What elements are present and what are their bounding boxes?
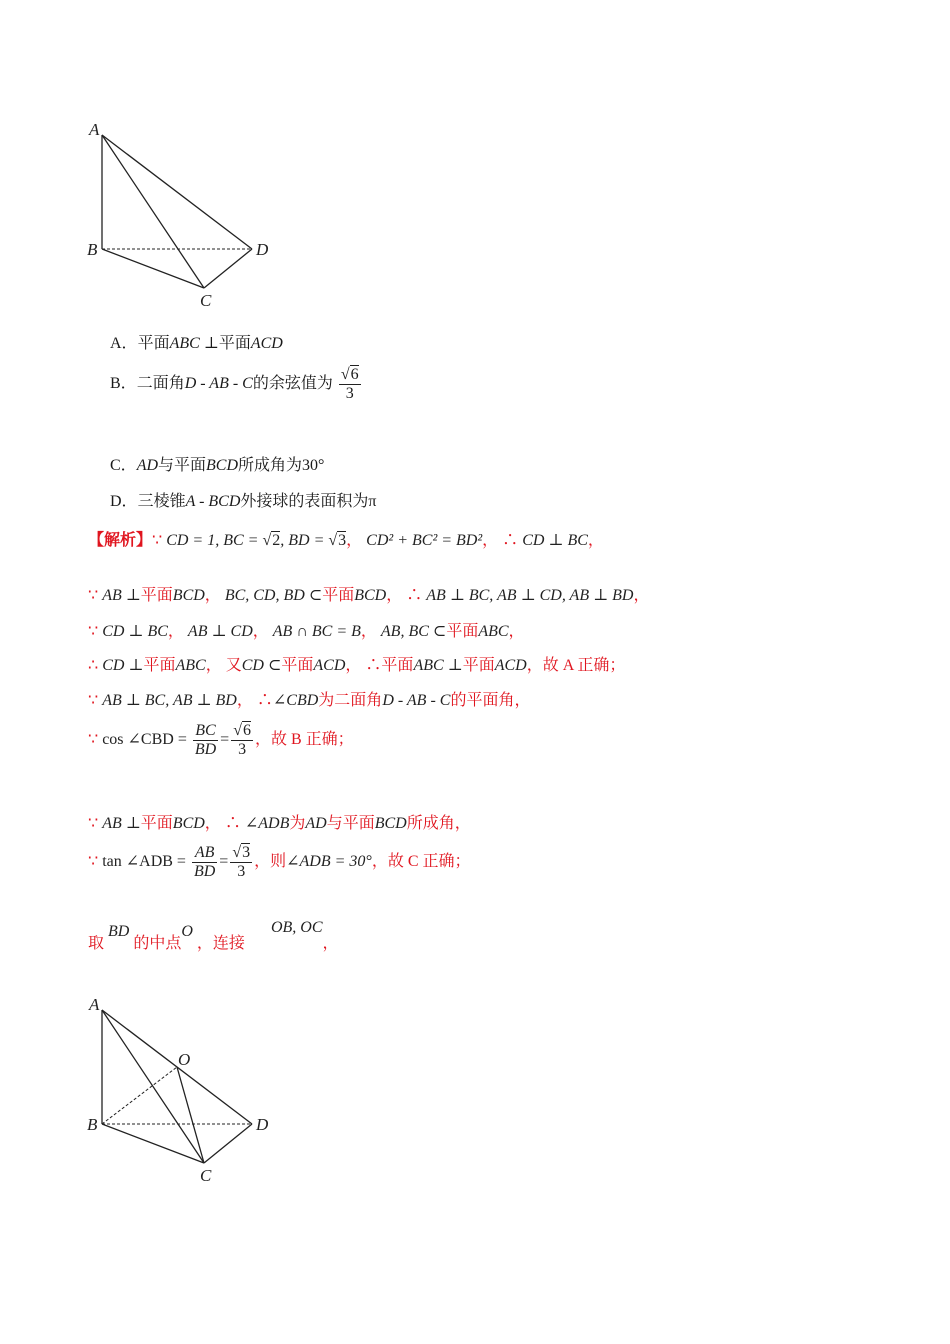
since-symbol: ∵ xyxy=(88,587,99,604)
separator: ， xyxy=(482,532,499,549)
vertex-label-d: D xyxy=(256,1115,269,1134)
option-text: 外接球的表面积为 xyxy=(240,493,369,510)
text: 平面 xyxy=(140,587,173,604)
text: 的平面角， xyxy=(450,692,531,709)
math: ABC xyxy=(175,657,206,674)
text: 平面 xyxy=(381,657,414,674)
math: = xyxy=(220,730,230,748)
therefore-symbol: ∴ xyxy=(88,657,99,674)
fraction-sqrt6-over-3: $\frac{√6}{3}$ xyxy=(340,366,359,402)
option-text: 平面 xyxy=(137,335,170,352)
math: AB, BC ⊂ xyxy=(380,623,447,640)
option-letter: A． xyxy=(110,335,138,352)
since-symbol: ∵ xyxy=(88,730,99,748)
separator: ， xyxy=(526,657,543,674)
since-symbol: ∵ xyxy=(88,815,99,832)
therefore-symbol: ∴ xyxy=(406,587,423,604)
math: OB, OC xyxy=(270,919,323,936)
solution-line-1: 【解析】∵ CD = 1, BC = √2, BD = √3， CD² + BC² = BD²， ∴ CD ⊥ BC， xyxy=(88,532,604,549)
solution-line-7 xyxy=(88,810,471,833)
option-letter: B． xyxy=(110,374,137,392)
separator: ， xyxy=(204,815,221,832)
math: AB ∩ BC = B xyxy=(272,623,361,640)
option-math: AD xyxy=(136,457,159,474)
fraction-denominator: BD xyxy=(194,740,217,758)
math: O xyxy=(181,923,193,940)
separator: ， xyxy=(345,657,362,674)
separator: ， xyxy=(360,623,377,640)
option-math: D - AB - C xyxy=(184,374,253,392)
text: 又 xyxy=(225,657,242,674)
vertex-label-b: B xyxy=(87,1115,98,1134)
since-symbol: ∵ xyxy=(88,692,99,709)
separator: ， xyxy=(587,532,604,549)
fraction-numerator: 6 xyxy=(350,366,359,383)
text: 为 xyxy=(289,815,306,832)
option-math: A - BCD xyxy=(185,493,241,510)
math: BCD xyxy=(374,815,407,832)
math: BCD xyxy=(354,587,387,604)
separator: ， xyxy=(236,692,253,709)
separator: ， xyxy=(322,935,339,952)
since-symbol: ∵ xyxy=(152,532,163,549)
text: ，故 C 正确； xyxy=(371,852,471,870)
math: cos ∠CBD = xyxy=(102,730,187,748)
separator: ， xyxy=(508,623,525,640)
fraction-denominator: BD xyxy=(193,862,216,880)
text: 平面 xyxy=(462,657,495,674)
separator: ， xyxy=(204,587,221,604)
math: ∠ADB = 30° xyxy=(286,852,372,870)
math: AB ⊥ xyxy=(102,815,141,832)
solution-line-2 xyxy=(88,582,649,605)
math: BCD xyxy=(172,587,205,604)
text: 故 A 正确； xyxy=(542,657,626,674)
separator: ， xyxy=(252,623,269,640)
math: = xyxy=(219,852,229,870)
math: ∠CBD xyxy=(272,692,319,709)
separator: ， xyxy=(633,587,650,604)
math: CD ⊂ xyxy=(241,657,282,674)
option-text: 二面角 xyxy=(136,374,185,392)
vertex-label-a: A xyxy=(89,995,100,1014)
separator: ， xyxy=(346,532,363,549)
vertex-label-a: A xyxy=(89,120,100,139)
math: AB ⊥ CD xyxy=(187,623,253,640)
text: 与平面 xyxy=(326,815,375,832)
text: 平面 xyxy=(140,815,173,832)
math: D - AB - C xyxy=(382,692,451,709)
math: AB ⊥ BC, AB ⊥ CD, AB ⊥ BD xyxy=(426,587,634,604)
solution-line-9 xyxy=(88,919,339,953)
option-letter: C． xyxy=(110,457,137,474)
option-text: 与平面 xyxy=(158,457,207,474)
math: CD = 1, BC = xyxy=(166,532,263,549)
text: 取 xyxy=(88,935,105,952)
math: tan ∠ADB = xyxy=(102,852,186,870)
text: ，连接 xyxy=(196,935,245,952)
math: ACD xyxy=(313,657,346,674)
option-text: 平面 xyxy=(218,335,251,352)
text: 所成角， xyxy=(406,815,471,832)
fraction-denominator: 3 xyxy=(237,862,246,880)
text: ，故 B 正确； xyxy=(254,730,354,748)
option-b xyxy=(110,366,363,402)
option-d xyxy=(110,488,376,511)
sqrt-value: 2 xyxy=(272,532,281,549)
therefore-symbol: ∴ xyxy=(502,532,519,549)
vertex-label-c: C xyxy=(200,291,212,310)
option-text: 的余弦值为 xyxy=(252,374,333,392)
text: 平面 xyxy=(143,657,176,674)
vertex-label-b: B xyxy=(87,240,98,259)
fraction-sqrt3-over-3: $\frac{√3}{3}$ xyxy=(232,844,251,880)
fraction-denominator: 3 xyxy=(345,384,354,402)
math: BD xyxy=(108,923,130,940)
separator: ， xyxy=(167,623,184,640)
since-symbol: ∵ xyxy=(88,852,99,870)
text: ，则 xyxy=(254,852,287,870)
therefore-symbol: ∴ xyxy=(224,815,241,832)
math: AB ⊥ xyxy=(102,587,141,604)
math: BCD xyxy=(172,815,205,832)
sqrt-value: 3 xyxy=(338,532,347,549)
text: 为二面角 xyxy=(318,692,383,709)
separator: ， xyxy=(386,587,403,604)
option-math: ACD xyxy=(250,335,283,352)
math: AD xyxy=(305,815,327,832)
text: 平面 xyxy=(281,657,314,674)
vertex-label-d: D xyxy=(256,240,269,259)
therefore-symbol: ∴ xyxy=(256,692,273,709)
solution-line-6 xyxy=(88,722,354,758)
option-c xyxy=(110,452,324,475)
option-math: ⊥ xyxy=(203,335,219,352)
solution-line-4 xyxy=(88,652,625,675)
text: 的中点 xyxy=(133,935,182,952)
option-math: BCD xyxy=(206,457,239,474)
vertex-label-c: C xyxy=(200,1166,212,1185)
math: , BD = xyxy=(280,532,329,549)
text: 平面 xyxy=(322,587,355,604)
fraction-numerator: BC xyxy=(193,722,218,741)
tetrahedron-figure-1 xyxy=(80,115,290,315)
separator: ， xyxy=(205,657,222,674)
vertex-label-o: O xyxy=(178,1050,191,1069)
fraction-numerator: 3 xyxy=(242,844,251,861)
solution-tag: 【解析】 xyxy=(88,532,153,549)
option-math: ABC xyxy=(169,335,200,352)
option-value: 30° xyxy=(302,457,325,474)
option-a xyxy=(110,330,283,353)
fraction-denominator: 3 xyxy=(238,740,247,758)
math: AB ⊥ BC, AB ⊥ BD xyxy=(102,692,237,709)
tetrahedron-figure-2 xyxy=(80,990,290,1190)
fraction-bc-over-bd xyxy=(193,722,218,758)
math: ABC ⊥ xyxy=(413,657,463,674)
option-text: 三棱锥 xyxy=(137,493,186,510)
fraction-ab-over-bd xyxy=(192,844,217,880)
since-symbol: ∵ xyxy=(88,623,99,640)
math: ACD xyxy=(494,657,527,674)
solution-line-3 xyxy=(88,618,525,641)
math: ∠ADB xyxy=(244,815,290,832)
option-letter: D． xyxy=(110,493,138,510)
therefore-symbol: ∴ xyxy=(365,657,382,674)
math: CD ⊥ BC xyxy=(102,623,168,640)
fraction-numerator: 6 xyxy=(242,722,251,739)
math: BC, CD, BD ⊂ xyxy=(224,587,323,604)
math: ABC xyxy=(478,623,509,640)
option-text: 所成角为 xyxy=(238,457,303,474)
math: CD ⊥ xyxy=(102,657,144,674)
fraction-numerator: AB xyxy=(192,844,217,863)
option-value: π xyxy=(368,493,377,510)
fraction-sqrt6-over-3: $\frac{√6}{3}$ xyxy=(233,722,251,758)
math: CD² + BC² = BD² xyxy=(366,532,483,549)
solution-line-5 xyxy=(88,687,530,710)
solution-line-8 xyxy=(88,844,471,880)
math: CD ⊥ BC xyxy=(522,532,588,549)
text: 平面 xyxy=(446,623,479,640)
